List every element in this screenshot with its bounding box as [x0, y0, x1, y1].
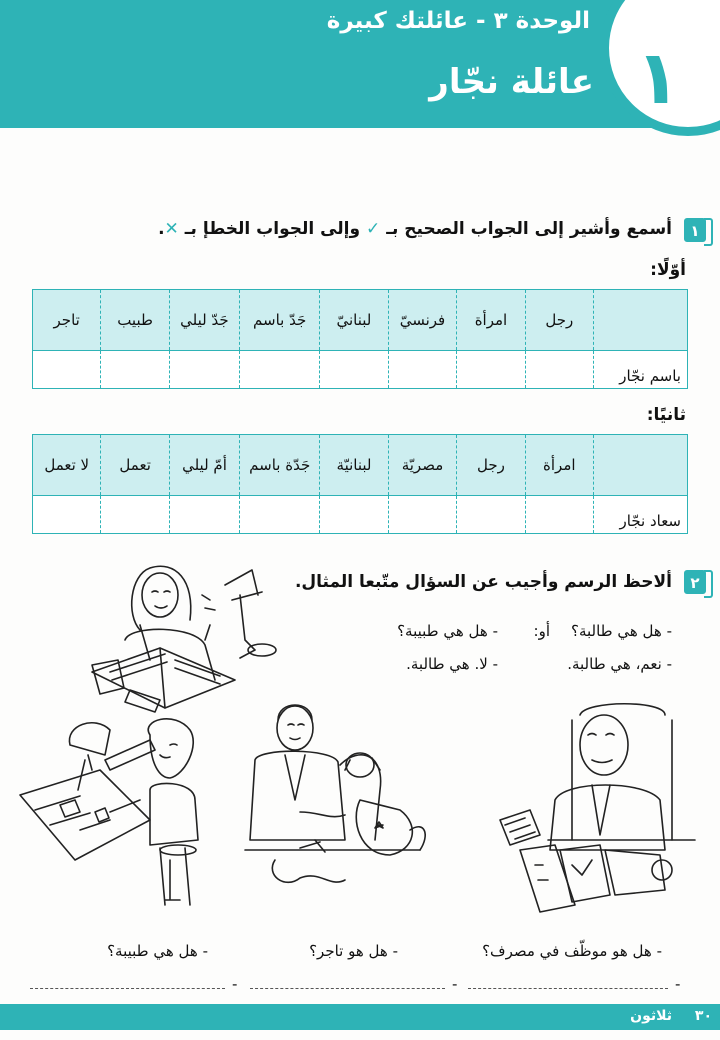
dialogue-or: أو: [533, 622, 550, 640]
table-header-cell: رجل [457, 435, 525, 496]
page-number-digits: ٣٠ [694, 1008, 712, 1024]
exercise-1-number: ١ [690, 222, 700, 240]
part-1-label: أوّلًا: [650, 260, 686, 280]
answer-dash-2: - [452, 975, 458, 993]
unit-number: ١ [635, 35, 681, 121]
dialogue-question-2: - هل هي طبيبة؟ [397, 622, 498, 640]
table-header-cell: لبنانيّة [320, 435, 388, 496]
dialogue-question-1: - هل هي طالبة؟ [570, 622, 672, 640]
merchant-illustration [500, 704, 695, 912]
answer-line-3[interactable] [30, 988, 225, 989]
answer-line-1[interactable] [468, 988, 668, 989]
student-illustration [92, 566, 276, 712]
table-header-cell: رجل [525, 290, 593, 351]
architect-illustration [20, 719, 198, 905]
table-header-cell: فرنسيّ [388, 290, 457, 351]
exercise-2-instruction: ألاحظ الرسم وأجيب عن السؤال متّبعا المثال. [294, 572, 672, 592]
dialogue-answer-1: - نعم، هي طالبة. [567, 655, 672, 673]
page-number-word: ثلاثون [630, 1008, 673, 1024]
table-header-cell: امرأة [457, 290, 525, 351]
row-name-cell: باسم نجّار [593, 351, 687, 389]
table-header-cell: تعمل [101, 435, 169, 496]
table-header-cell: جَدّة باسم [240, 435, 320, 496]
row-name-cell: سعاد نجّار [593, 496, 687, 534]
table-header-cell: جَدّ باسم [240, 290, 320, 351]
question-3: - هل هي طبيبة؟ [107, 942, 208, 960]
vet-illustration [245, 705, 425, 882]
table-header-cell: لا تعمل [33, 435, 101, 496]
question-2: - هل هو تاجر؟ [309, 942, 398, 960]
table-header-cell: تاجر [33, 290, 101, 351]
page-number [630, 1008, 712, 1024]
exercise-2-number: ٢ [690, 574, 700, 592]
check-icon: ✓ [366, 219, 381, 239]
table-header-cell: أمّ ليلي [169, 435, 239, 496]
table-header-cell: مصريّة [388, 435, 457, 496]
answer-line-2[interactable] [250, 988, 445, 989]
lesson-title: عائلة نجّار [429, 62, 594, 102]
question-1: - هل هو موظّف في مصرف؟ [482, 942, 662, 960]
answer-dash-1: - [675, 975, 681, 993]
answer-dash-3: - [232, 975, 238, 993]
table-header-cell: امرأة [525, 435, 593, 496]
table-header-cell: طبيب [101, 290, 169, 351]
unit-title: الوحدة ٣ - عائلتك كبيرة [326, 8, 590, 34]
table-header-cell: لبنانيّ [320, 290, 388, 351]
footer-band [0, 1004, 565, 1030]
instruction-part-a: أسمع وأشير إلى الجواب الصحيح بـ [386, 219, 672, 239]
cross-icon: ✕ [164, 219, 179, 239]
part-2-label: ثانيًا: [646, 405, 686, 425]
instruction-part-b: وإلى الجواب الخطإ بـ [184, 219, 361, 239]
table-header-cell: جَدّ ليلي [169, 290, 239, 351]
exercise-1-instruction: أسمع وأشير إلى الجواب الصحيح بـ ✓ وإلى الجواب الخطإ بـ ✕. [158, 219, 672, 239]
dialogue-answer-2: - لا. هي طالبة. [406, 655, 498, 673]
